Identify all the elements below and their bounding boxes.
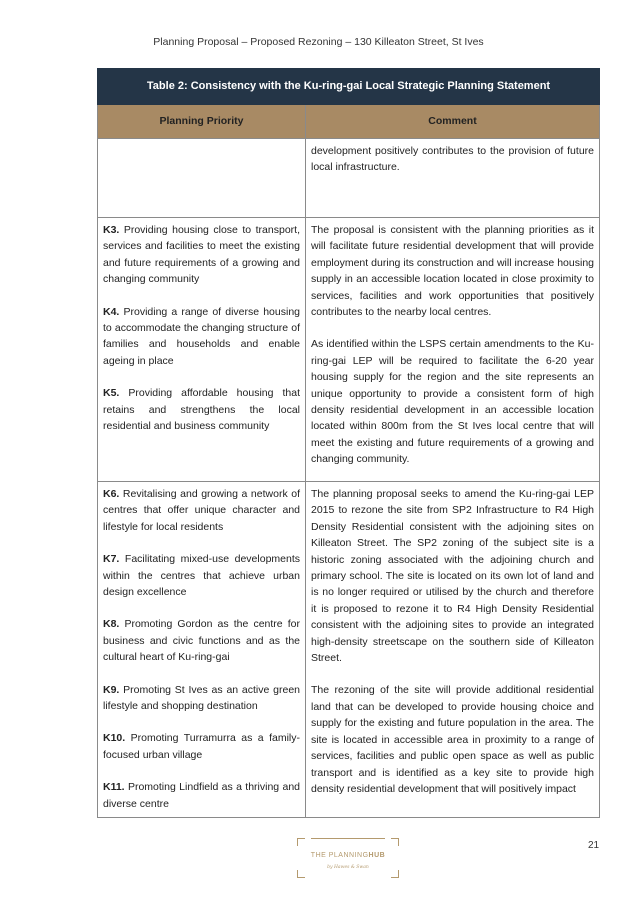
priority-k7 bbox=[103, 551, 300, 600]
priority-k11 bbox=[103, 779, 300, 812]
priority-text: Facilitating mixed-use developments within the centres that achieve urban design excellence bbox=[103, 553, 300, 599]
table-row bbox=[98, 139, 600, 218]
logo-tagline: by Hawes & Swan bbox=[327, 865, 369, 870]
column-header-priority: Planning Priority bbox=[98, 105, 306, 139]
priority-code: K4. bbox=[103, 305, 120, 318]
priority-k3 bbox=[103, 222, 300, 288]
priority-cell bbox=[98, 139, 306, 218]
priority-code: K6. bbox=[103, 488, 120, 500]
comment-text: The planning proposal seeks to amend the Ku-ring-gai LEP 2015 to rezone the site from SP2 Infrastructure to R4 High Density Residential consistent with the adjoining sites on Killeaton Street. The SP2 zoning of the subject site is a historic zoning associated with the adjoining church and primary school. The site is located on its own lot of land and is no longer required or utilised by the church and therefore it is proposed to rezone it to R4 High Density Residential consistent with the adjoining sites to provide an integrated high-density streetscape on the southern side of Killeaton Street. bbox=[311, 488, 594, 665]
comment-text: As identified within the LSPS certain amendments to the Ku-ring-gai LEP will be required to facilitate the 6-20 year housing supply for the region and the site represents an unique opportunity to provide a consistent form of high density residential development in an accessible location located within 800m from the St Ives local centre that will meet the existing and future requirements of a growing and changing community. bbox=[311, 338, 594, 466]
priority-code: K8. bbox=[103, 618, 120, 631]
comment-text: development positively contributes to the provision of future local infrastructure. bbox=[311, 145, 594, 174]
comment-cell bbox=[306, 482, 600, 818]
priority-k9 bbox=[103, 682, 300, 715]
priority-text: Promoting Turramurra as a family-focused urban village bbox=[103, 732, 300, 761]
logo-text: THE PLANNINGHUB bbox=[310, 852, 386, 859]
comment-cell bbox=[306, 218, 600, 482]
comment-text: The rezoning of the site will provide additional residential land that can be developed to provide housing choice and supply for the existing and future population in the area. The site is located in accessible area in proximity to a range of services, facilities and public open space as well as public transport and is identified as a key site to provide high density residential development that will positively impact bbox=[311, 684, 594, 795]
priority-text: Revitalising and growing a network of centres that offer unique character and lifestyle for local residents bbox=[103, 488, 300, 533]
priority-k8 bbox=[103, 616, 300, 665]
priority-code: K10. bbox=[103, 732, 126, 745]
priority-cell bbox=[98, 218, 306, 482]
priority-text: Providing housing close to transport, services and facilities to meet the existing and future requirements of a growing and changing community bbox=[103, 224, 300, 286]
consistency-table bbox=[97, 68, 600, 818]
priority-code: K9. bbox=[103, 683, 120, 696]
priority-text: Providing affordable housing that retains and strengthens the local residential and business community bbox=[103, 387, 300, 433]
priority-code: K11. bbox=[103, 781, 125, 794]
priority-text: Providing a range of diverse housing to accommodate the changing structure of families and households and enable ageing in place bbox=[103, 305, 300, 367]
priority-k5 bbox=[103, 385, 300, 434]
priority-k6 bbox=[103, 486, 300, 535]
priority-code: K3. bbox=[103, 224, 120, 236]
priority-code: K5. bbox=[103, 387, 120, 400]
priority-code: K7. bbox=[103, 553, 120, 566]
priority-cell bbox=[98, 482, 306, 818]
comment-text: The proposal is consistent with the planning priorities as it will facilitate future residential development that will provide employment during its construction and will increase housing supply in an accessible location located in close proximity to services, facilities and work opportunities that positively contributes to the nearby local centres. bbox=[311, 224, 594, 319]
page-number: 21 bbox=[588, 840, 600, 851]
priority-k4 bbox=[103, 304, 300, 370]
column-header-comment: Comment bbox=[306, 105, 600, 139]
table-row bbox=[98, 482, 600, 818]
priority-text: Promoting Lindfield as a thriving and diverse centre bbox=[103, 781, 300, 810]
page-header: Planning Proposal – Proposed Rezoning – 130 Killeaton Street, St Ives bbox=[153, 36, 484, 48]
table-row bbox=[98, 218, 600, 482]
comment-cell bbox=[306, 139, 600, 218]
priority-text: Promoting Gordon as the centre for business and civic functions and as the cultural heart of Ku-ring-gai bbox=[103, 618, 300, 664]
planning-hub-logo bbox=[297, 838, 399, 878]
table-title: Table 2: Consistency with the Ku-ring-gai Local Strategic Planning Statement bbox=[98, 69, 600, 105]
priority-text: Promoting St Ives as an active green lifestyle and shopping destination bbox=[103, 683, 300, 713]
priority-k10 bbox=[103, 730, 300, 763]
